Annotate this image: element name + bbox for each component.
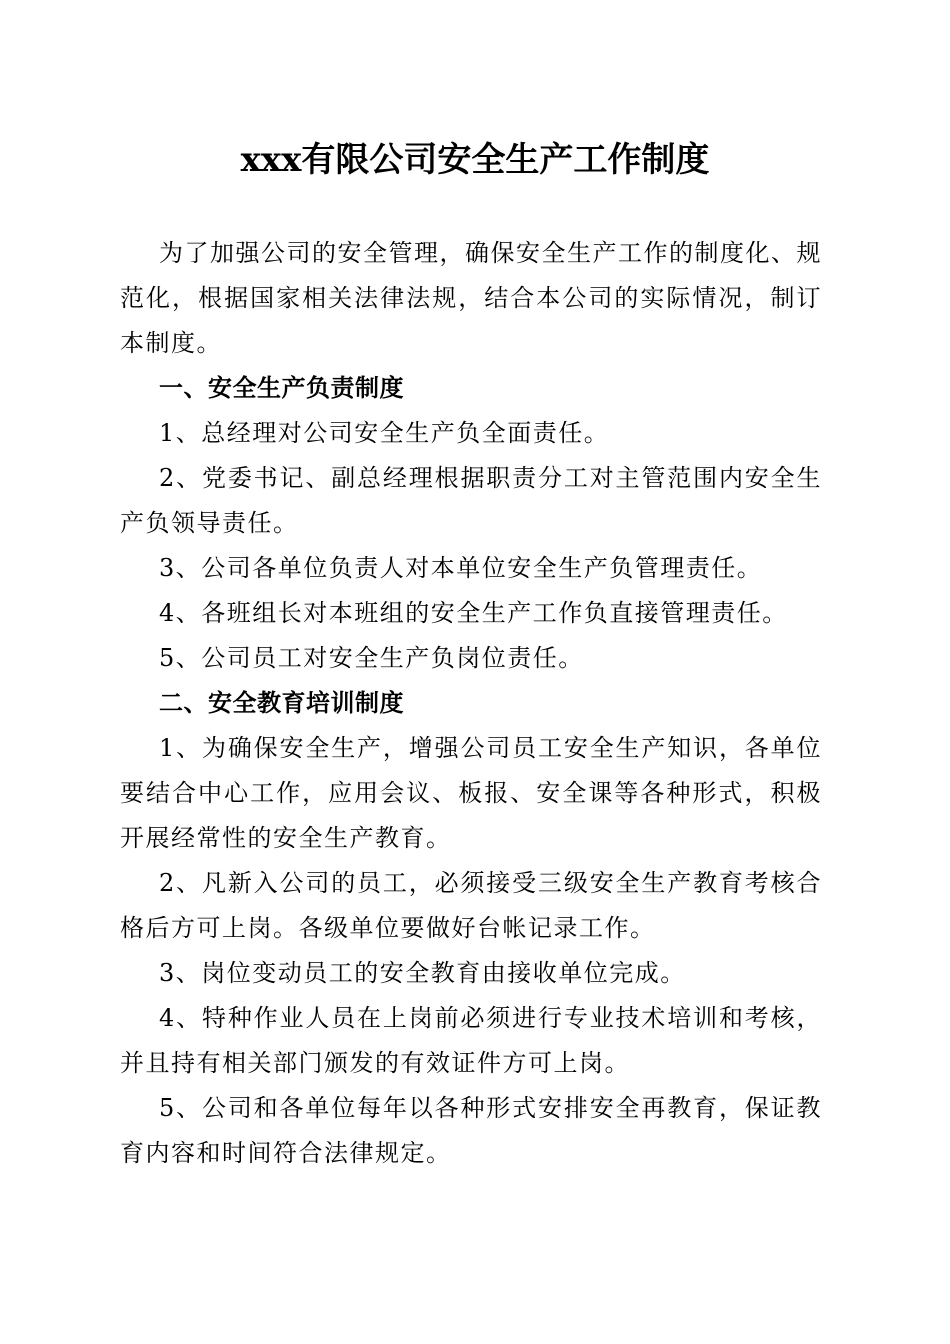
list-item: 4、各班组长对本班组的安全生产工作负直接管理责任。 <box>159 599 788 627</box>
list-item: 1、为确保安全生产，增强公司员工安全生产知识，各单位要结合中心工作，应用会议、板报、安全课等各种形式，积极开展经常性的安全生产教育。 <box>120 734 822 852</box>
list-item: 5、公司和各单位每年以各种形式安排安全再教育，保证教育内容和时间符合法律规定。 <box>120 1094 822 1167</box>
list-item: 4、特种作业人员在上岗前必须进行专业技术培训和考核，并且持有相关部门颁发的有效证件方可上岗。 <box>120 1004 822 1077</box>
section-heading-safety-training: 二、安全教育培训制度 <box>159 689 404 717</box>
list-item: 1、总经理对公司安全生产负全面责任。 <box>159 419 610 447</box>
list-item: 3、公司各单位负责人对本单位安全生产负管理责任。 <box>159 554 763 582</box>
document-title: xxx有限公司安全生产工作制度 <box>240 140 710 180</box>
list-item: 5、公司员工对安全生产负岗位责任。 <box>159 644 584 672</box>
list-item: 3、岗位变动员工的安全教育由接收单位完成。 <box>159 959 686 987</box>
intro-paragraph: 为了加强公司的安全管理，确保安全生产工作的制度化、规范化，根据国家相关法律法规，结合本公司的实际情况，制订本制度。 <box>120 239 822 357</box>
section-heading-safety-responsibility: 一、安全生产负责制度 <box>159 374 404 402</box>
document-body <box>120 231 822 1176</box>
list-item: 2、凡新入公司的员工，必须接受三级安全生产教育考核合格后方可上岗。各级单位要做好台帐记录工作。 <box>120 869 822 942</box>
list-item: 2、党委书记、副总经理根据职责分工对主管范围内安全生产负领导责任。 <box>120 464 822 537</box>
